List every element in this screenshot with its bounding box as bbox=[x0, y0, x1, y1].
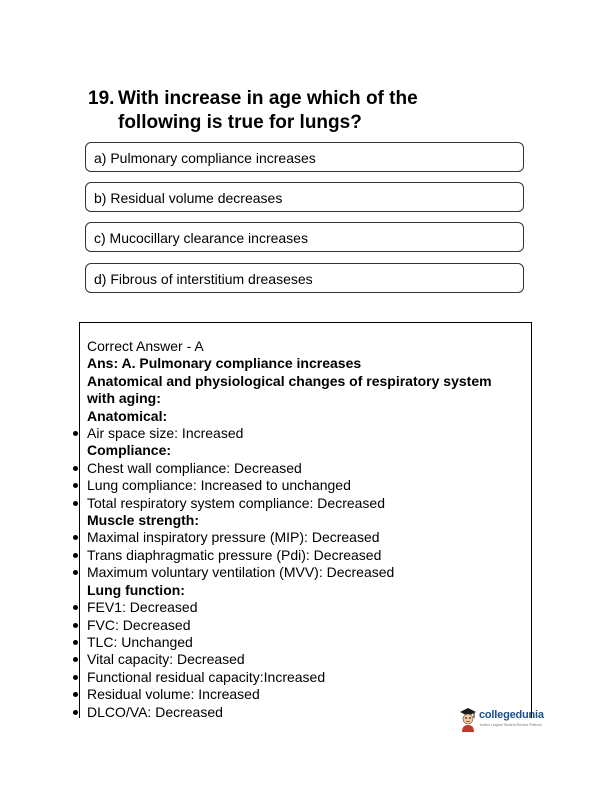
correct-answer-label: Correct Answer - A bbox=[87, 338, 204, 354]
question bbox=[88, 87, 508, 135]
list-item: DLCO/VA: Decreased bbox=[87, 704, 517, 721]
list-item: FEV1: Decreased bbox=[87, 599, 517, 616]
section-title-muscle-strength: Muscle strength: bbox=[87, 512, 200, 529]
list-item: Maximum voluntary ventilation (MVV): Decreased bbox=[87, 564, 517, 581]
section-title-lung-function: Lung function: bbox=[87, 581, 185, 598]
student-mascot-icon bbox=[458, 707, 478, 733]
list-item: Air space size: Increased bbox=[87, 425, 517, 442]
list-item: Residual volume: Increased bbox=[87, 686, 517, 703]
collegedunia-logo[interactable] bbox=[458, 707, 548, 735]
logo-brand-text: collegedunia bbox=[479, 709, 544, 721]
list-item: Lung compliance: Increased to unchanged bbox=[87, 477, 517, 494]
list-item: Total respiratory system compliance: Decreased bbox=[87, 495, 517, 512]
explanation-heading: Anatomical and physiological changes of respiratory system bbox=[87, 372, 492, 389]
question-text-line1: With increase in age which of the bbox=[118, 88, 418, 109]
section-title-compliance: Compliance: bbox=[87, 442, 172, 459]
answer-explanation bbox=[87, 338, 517, 721]
option-d[interactable]: d) Fibrous of interstitium dreaseses bbox=[85, 263, 524, 293]
list-item: TLC: Unchanged bbox=[87, 634, 517, 651]
list-item: Vital capacity: Decreased bbox=[87, 651, 517, 668]
option-b[interactable]: b) Residual volume decreases bbox=[85, 182, 524, 212]
list-item: FVC: Decreased bbox=[87, 617, 517, 634]
list-item: Functional residual capacity:Increased bbox=[87, 669, 517, 686]
explanation-heading-cont: with aging: bbox=[87, 390, 161, 407]
list-item: Trans diaphragmatic pressure (Pdi): Decreased bbox=[87, 547, 517, 564]
question-text-line2: following is true for lungs? bbox=[118, 112, 362, 133]
option-a[interactable]: a) Pulmonary compliance increases bbox=[85, 142, 524, 172]
option-c[interactable]: c) Mucocillary clearance increases bbox=[85, 222, 524, 252]
question-number: 19. bbox=[88, 88, 115, 109]
list-item: Chest wall compliance: Decreased bbox=[87, 460, 517, 477]
list-item: Maximal inspiratory pressure (MIP): Decreased bbox=[87, 529, 517, 546]
answer-statement: Ans: A. Pulmonary compliance increases bbox=[87, 355, 362, 372]
section-title-anatomical: Anatomical: bbox=[87, 407, 168, 424]
logo-tagline: India's Largest Student Review Platform bbox=[480, 723, 543, 727]
